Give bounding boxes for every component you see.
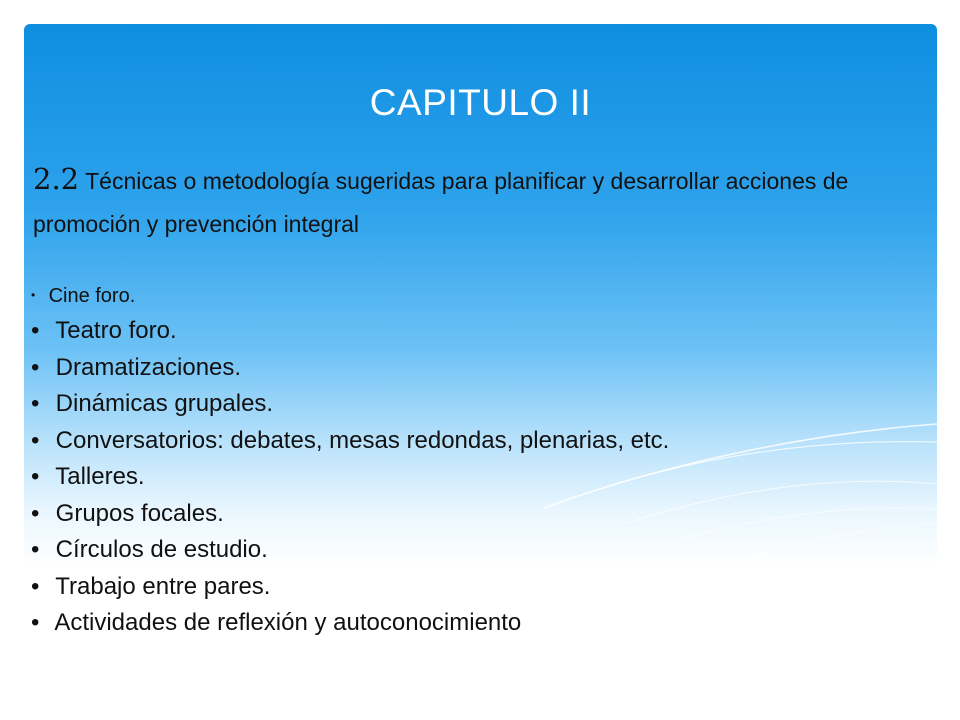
- section-heading: [33, 158, 913, 246]
- bullet: •: [31, 572, 40, 600]
- slide-title: CAPITULO II: [369, 82, 592, 123]
- list-item-text: Talleres.: [55, 463, 145, 490]
- list-item-text: Trabajo entre pares.: [55, 572, 271, 600]
- list-item-text: Teatro foro.: [55, 317, 177, 344]
- bullet: •: [31, 609, 40, 636]
- list-item: [31, 386, 921, 423]
- list-item-text: Círculos de estudio.: [55, 536, 268, 563]
- bullet: •: [31, 499, 40, 527]
- bullet: •: [31, 463, 40, 490]
- list-item: [31, 532, 921, 569]
- content-panel: [24, 24, 937, 700]
- list-item-text: Dinámicas grupales.: [55, 390, 274, 417]
- list-item-text: Actividades de reflexión y autoconocimiento: [54, 609, 522, 636]
- bullet: •: [31, 426, 40, 454]
- list-item-text: Grupos focales.: [55, 499, 224, 527]
- list-item-text: Conversatorios: debates, mesas redondas, plenarias, etc.: [55, 426, 670, 454]
- bullet: •: [31, 317, 40, 344]
- bullet: •: [31, 288, 36, 302]
- list-item: [31, 569, 921, 606]
- list-item-text: Cine foro.: [48, 285, 136, 307]
- list-item: [31, 313, 921, 350]
- list-item: [31, 605, 921, 642]
- bullet: •: [31, 536, 40, 563]
- list-item: [31, 280, 921, 311]
- bullet: •: [31, 390, 40, 417]
- list-item: [31, 496, 921, 533]
- list-item: [31, 423, 921, 460]
- section-number: 2.2: [33, 162, 80, 196]
- bullet: •: [31, 353, 40, 381]
- list-item-text: Dramatizaciones.: [55, 353, 242, 381]
- techniques-list: [31, 280, 921, 642]
- section-heading-text: Técnicas o metodología sugeridas para planificar y desarrollar acciones de promoción y prevención integral: [33, 168, 849, 237]
- list-item: [31, 350, 921, 387]
- list-item: [31, 459, 921, 496]
